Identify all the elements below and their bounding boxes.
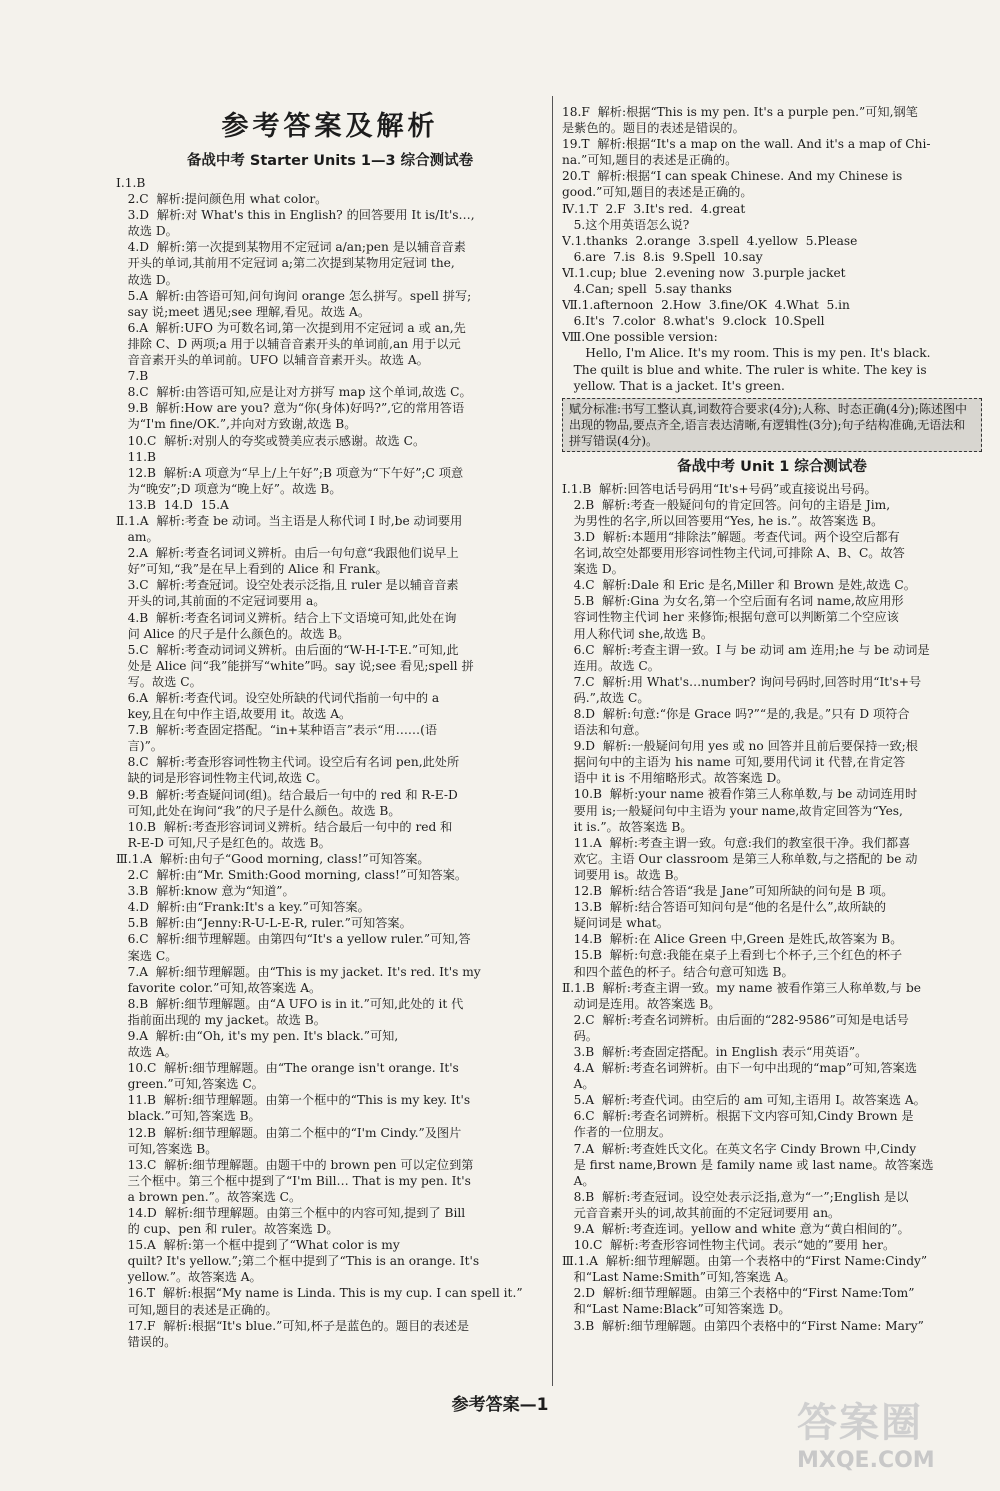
answer-line: green.”可知,答案选 C。 [116,1077,264,1092]
answer-line: Ⅰ.1.B [116,176,146,190]
section-title-starter: 备战中考 Starter Units 1—3 综合测试卷 [186,153,474,169]
answer-line: Ⅰ.1.B 解析:回答电话号码用“It's+号码”或直接说出号码。 [562,481,877,496]
answer-line: 8.D 解析:句意:“你是 Grace 吗?”“是的,我是。”只有 D 项符合 [562,707,910,721]
answer-line: 的 cup、pen 和 ruler。故答案选 D。 [116,1222,339,1237]
answer-line: 7.B [116,369,149,384]
answer-line: 2.C 解析:由“Mr. Smith:Good morning, class!”可知答案。 [116,868,468,883]
column-divider [552,96,553,1386]
scoring-standard-box: 赋分标准:书写工整认真,词数符合要求(4分);人称、时态正确(4分);陈述图中出现的物品,要点齐全,语言表达清晰,有逻辑性(3分);句子结构准确,无语法和拼写错误(4分)。 [562,398,982,452]
answer-line: 4.A 解析:考查名词辨析。由下一句中出现的“map”可知,答案选 [562,1061,917,1076]
answer-line: 疑问词是 what。 [562,916,669,931]
answer-line: 案选 C。 [116,948,178,963]
answer-line: 错误的。 [116,1334,177,1349]
answer-line: 13.B 解析:结合答语可知问句是“他的名是什么”,故所缺的 [562,900,887,915]
answer-line: 故选 D。 [116,272,178,287]
answer-line: 6.C 解析:考查主谓一致。I 与 be 动词 am 连用;he 与 be 动词是 [562,642,930,657]
answer-line: 10.B 解析:your name 被看作第三人称单数,与 be 动词连用时 [562,787,918,802]
watermark-url: MXQE.COM [797,1448,935,1473]
answer-line: 用人称代词 she,故选 B。 [562,626,714,641]
answer-line: 2.C 解析:提问颜色用 what color。 [116,192,328,207]
answer-line: 5.B 解析:Gina 为女名,第一个空后面有名词 name,故应用形 [562,594,904,609]
answer-line: 19.T 解析:根据“It's a map on the wall. And it's a map of Chi- [562,137,931,152]
answer-line: 3.D 解析:本题用“排除法”解题。考查代词。两个设空后都有 [562,529,900,544]
answer-line: Ⅲ.1.A 解析:由句子“Good morning, class!”可知答案。 [116,851,430,866]
answer-line: 4.Can; spell 5.say thanks [562,282,732,297]
answer-line: key,且在句中作主语,故要用 it。故选 A。 [116,707,352,722]
answer-line: 词要用 is。故选 B。 [562,867,686,882]
answer-line: say 说;meet 遇见;see 理解,看见。故选 A。 [116,304,371,319]
answer-line: 3.B 解析:细节理解题。由第四个表格中的“First Name: Mary” [562,1318,924,1333]
answer-line: 要用 is;一般疑问句中主语为 your name,故肯定回答为“Yes, [562,803,903,818]
answer-line: 2.C 解析:考查名词辨析。由后面的“282-9586”可知是电话号 [562,1012,909,1027]
answer-line: 2.B 解析:考查一般疑问句的肯定回答。问句的主语是 Jim, [562,497,891,512]
answer-line: 和“Last Name:Black”可知答案选 D。 [562,1302,791,1317]
answer-line: 14.B 解析:在 Alice Green 中,Green 是姓氏,故答案为 B。 [562,932,903,947]
left-column [116,104,544,1350]
answer-line: 可知,题目的表述是正确的。 [116,1302,278,1317]
answer-line: 开头的词,其前面的不定冠词要用 a。 [116,594,326,609]
answer-line: 码。 [562,1028,598,1043]
answer-line: yellow. That is a jacket. It's green. [562,378,785,393]
answer-line: 语中 it is 不用缩略形式。故答案选 D。 [562,771,789,786]
answer-line: Ⅳ.1.T 2.F 3.It's red. 4.great [562,201,746,216]
answer-line: 容词性物主代词 her 来修饰;根据句意可以判断第二个空应该 [562,610,899,625]
answer-line: 6.A 解析:UFO 为可数名词,第一次提到用不定冠词 a 或 an,先 [116,320,466,335]
answer-line: 13.C 解析:细节理解题。由题干中的 brown pen 可以定位到第 [116,1157,474,1172]
answer-line: it is.”。故答案选 B。 [562,819,693,834]
answer-line: 连用。故选 C。 [562,658,660,673]
answer-line: 作者的一位朋友。 [562,1125,672,1140]
answer-line: 处是 Alice 问“我”能拼写“white”吗。say 说;see 看见;spell 拼 [116,658,474,673]
answer-line: 6.are 7.is 8.is 9.Spell 10.say [562,249,763,264]
answer-line: 4.C 解析:Dale 和 Eric 是名,Miller 和 Brown 是姓,故选 C。 [562,578,916,593]
answer-line: 可知,此处在询问“我”的尺子是什么颜色。故选 B。 [116,803,401,818]
answer-line: 4.D 解析:第一次提到某物用不定冠词 a/an;pen 是以辅音音素 [116,240,466,255]
answer-line: A。 [562,1173,595,1188]
answer-line: 16.T 解析:根据“My name is Linda. This is my cup. I can spell it.” [116,1286,523,1301]
right-answer-list-top [562,104,982,394]
answer-line: 8.B 解析:考查冠词。设空处表示泛指,意为“一”;English 是以 [562,1189,909,1204]
answer-line: am。 [116,530,159,545]
answer-line: Ⅵ.1.cup; blue 2.evening now 3.purple jacket [562,265,846,280]
answer-line: R-E-D 可知,尺子是红色的。故选 B。 [116,835,331,850]
answer-line: 排除 C、D 两项;a 用于以辅音音素开头的单词前,an 用于以元 [116,336,461,351]
right-column [562,104,982,1334]
answer-line: 3.D 解析:对 What's this in English? 的回答要用 It is/It's…, [116,208,475,223]
answer-line: 6.It's 7.color 8.what's 9.clock 10.Spell [562,314,825,329]
answer-line: 6.C 解析:细节理解题。由第四句“It's a yellow ruler.”可知,答 [116,932,471,947]
answer-line: 4.B 解析:考查名词词义辨析。结合上下文语境可知,此处在询 [116,610,457,625]
answer-line: 码.”,故选 C。 [562,690,650,705]
answer-line: 3.B 解析:考查固定搭配。in English 表示“用英语”。 [562,1044,868,1059]
answer-line: Ⅱ.1.A 解析:考查 be 动词。当主语是人称代词 I 时,be 动词要用 [116,513,463,528]
answer-line: 是紫色的。题目的表述是错误的。 [562,121,745,136]
answer-line: 15.B 解析:句意:我能在桌子上看到七个杯子,三个红色的杯子 [562,948,903,963]
answer-line: 6.A 解析:考查代词。设空处所缺的代词代指前一句中的 a [116,691,440,705]
answer-line: yellow.”。故答案选 A。 [116,1270,262,1285]
answer-line: 3.B 解析:know 意为“知道”。 [116,884,295,899]
answer-line: 12.B 解析:A 项意为“早上/上午好”;B 项意为“下午好”;C 项意 [116,465,464,480]
answer-line: 10.C 解析:考查形容词性物主代词。表示“她的”要用 her。 [562,1238,896,1253]
answer-line: good.”可知,题目的表述是正确的。 [562,185,753,200]
answer-line: 音音素开头的单词前。UFO 以辅音音素开头。故选 A。 [116,353,429,368]
answer-line: 和“Last Name:Smith”可知,答案选 A。 [562,1270,796,1285]
answer-line: 动词是连用。故答案选 B。 [562,996,721,1011]
answer-line: 13.B 14.D 15.A [116,497,229,512]
answer-line: na.”可知,题目的表述是正确的。 [562,153,738,168]
answer-line: Ⅱ.1.B 解析:考查主谓一致。my name 被看作第三人称单数,与 be [562,980,921,995]
answer-line: A。 [562,1077,595,1092]
answer-line: 5.这个用英语怎么说? [562,217,690,232]
answer-line: 11.A 解析:考查主谓一致。句意:我们的教室很干净。我们都喜 [562,835,911,850]
answer-line: 语法和句意。 [562,723,647,738]
answer-line: 7.C 解析:用 What's…number? 询问号码时,回答时用“It's+号 [562,674,922,689]
left-answer-list [116,175,544,1350]
watermark-logo: 答案圈 [797,1400,923,1446]
answer-line: 5.C 解析:考查动词词义辨析。由后面的“W-H-I-T-E.”可知,此 [116,642,459,657]
answer-line: 开头的单词,其前用不定冠词 a;第二次提到某物用定冠词 the, [116,256,455,271]
answer-line: 好”可知,“我”是在早上看到的 Alice 和 Frank。 [116,562,388,577]
answer-line: 20.T 解析:根据“I can speak Chinese. And my Chinese is [562,169,903,184]
answer-line: 8.C 解析:考查形容词性物主代词。设空后有名词 pen,此处所 [116,755,460,770]
answer-line: 12.B 解析:细节理解题。由第二个框中的“I'm Cindy.”及图片 [116,1125,462,1140]
answer-line: 据问句中的主语为 his name 可知,要用代词 it 代替,在肯定答 [562,755,906,770]
answer-line: 8.B 解析:细节理解题。由“A UFO is in it.”可知,此处的 it 代 [116,996,464,1011]
answer-line: 3.C 解析:考查冠词。设空处表示泛指,且 ruler 是以辅音音素 [116,578,459,593]
answer-line: 7.B 解析:考查固定搭配。“in+某种语言”表示“用……(语 [116,723,438,738]
section-title-unit1: 备战中考 Unit 1 综合测试卷 [677,458,867,475]
answer-line: 11.B [116,449,156,464]
answer-line: 10.B 解析:考查形容词词义辨析。结合最后一句中的 red 和 [116,819,453,834]
answer-line: 故选 D。 [116,224,178,239]
answer-line: 故选 A。 [116,1045,177,1060]
answer-line: 6.C 解析:考查名词辨析。根据下文内容可知,Cindy Brown 是 [562,1109,914,1124]
answer-line: 缺的词是形容词性物主代词,故选 C。 [116,771,328,786]
answer-line: 三个框中。第三个框中提到了“I'm Bill… That is my pen. It's [116,1173,471,1188]
answer-line: 指前面出现的 my jacket。故选 B。 [116,1012,326,1027]
answer-line: Ⅷ.One possible version: [562,330,718,345]
answer-line: 9.A 解析:考查连词。yellow and white 意为“黄白相间的”。 [562,1222,910,1236]
answer-line: 为男性的名字,所以回答要用“Yes, he is.”。故答案选 B。 [562,513,884,528]
answer-line: Hello, I'm Alice. It's my room. This is my pen. It's black. [562,346,931,361]
answer-line: 12.B 解析:结合答语“我是 Jane”可知所缺的问句是 B 项。 [562,884,894,899]
answer-line: 14.D 解析:细节理解题。由第三个框中的内容可知,提到了 Bill [116,1206,466,1220]
answer-line: 问 Alice 的尺子是什么颜色的。故选 B。 [116,626,350,641]
answer-line: 案选 D。 [562,562,624,577]
answer-line: 5.B 解析:由“Jenny:R-U-L-E-R, ruler.”可知答案。 [116,916,412,931]
answer-line: favorite color.”可知,故答案选 A。 [116,980,322,995]
answer-line: 写。故选 C。 [116,674,202,689]
answer-line: 为“I'm fine/OK.”,并向对方致谢,故选 B。 [116,417,357,432]
answer-line: 欢它。主语 Our classroom 是第三人称单数,与之搭配的 be 动 [562,851,918,866]
answer-line: 4.D 解析:由“Frank:It's a key.”可知答案。 [116,900,370,915]
answer-line: 18.F 解析:根据“This is my pen. It's a purple pen.”可知,钢笔 [562,105,918,119]
answer-line: 15.A 解析:第一个框中提到了“What color is my [116,1238,400,1253]
answer-line: 名词,故空处都要用形容词性物主代词,可排除 A、B、C。故答 [562,546,905,561]
answer-line: 11.B 解析:细节理解题。由第一个框中的“This is my key. It's [116,1093,471,1108]
answer-line: 是 first name,Brown 是 family name 或 last name。故答案选 [562,1157,934,1172]
answer-line: 8.C 解析:由答语可知,应是让对方拼写 map 这个单词,故选 C。 [116,385,472,400]
watermark [797,1391,982,1471]
answer-line: 9.B 解析:How are you? 意为“你(身体)好吗?”,它的常用答语 [116,401,465,416]
answer-line: a brown pen.”。故答案选 C。 [116,1189,302,1204]
answer-line: 9.A 解析:由“Oh, it's my pen. It's black.”可知, [116,1028,399,1043]
answer-line: 5.A 解析:由答语可知,问句询问 orange 怎么拼写。spell 拼写; [116,288,472,303]
answer-line: 9.D 解析:一般疑问句用 yes 或 no 回答并且前后要保持一致;根 [562,739,918,754]
answer-line: 元音音素开头的词,故其前面的不定冠词要用 an。 [562,1205,841,1220]
right-answer-list-bottom [562,481,982,1334]
answer-line: 10.C 解析:细节理解题。由“The orange isn't orange. It's [116,1061,459,1076]
answer-line: 2.A 解析:考查名词词义辨析。由后一句句意“我跟他们说早上 [116,546,459,561]
answer-line: 2.D 解析:细节理解题。由第三个表格中的“First Name:Tom” [562,1286,915,1301]
answer-line: 可知,答案选 B。 [116,1141,218,1156]
answer-line: 9.B 解析:考查疑问词(组)。结合最后一句中的 red 和 R-E-D [116,787,458,802]
answer-line: 为“晚安”;D 项意为“晚上好”。故选 B。 [116,481,342,496]
answer-line: 5.A 解析:考查代词。由空后的 am 可知,主语用 I。故答案选 A。 [562,1093,926,1108]
answer-line: quilt? It's yellow.”;第二个框中提到了“This is an orange. It's [116,1254,480,1269]
page-footer: 参考答案—1 [451,1395,549,1415]
answer-line: Ⅲ.1.A 解析:细节理解题。由第一个表格中的“First Name:Cindy” [562,1254,928,1269]
answer-line: 言)”。 [116,739,163,754]
page-title: 参考答案及解析 [221,111,439,142]
answer-line: 7.A 解析:考查姓氏文化。在英文名字 Cindy Brown 中,Cindy [562,1141,917,1156]
answer-line: Ⅶ.1.afternoon 2.How 3.fine/OK 4.What 5.in [562,298,850,313]
answer-line: 10.C 解析:对别人的夸奖或赞美应表示感谢。故选 C。 [116,433,426,448]
answer-line: black.”可知,答案选 B。 [116,1109,261,1124]
answer-line: The quilt is blue and white. The ruler is white. The key is [562,362,927,377]
answer-line: Ⅴ.1.thanks 2.orange 3.spell 4.yellow 5.Please [562,233,858,248]
answer-line: 7.A 解析:细节理解题。由“This is my jacket. It's red. It's my [116,964,481,979]
answer-line: 17.F 解析:根据“It's blue.”可知,杯子是蓝色的。题目的表述是 [116,1318,470,1333]
answer-line: 和四个蓝色的杯子。结合句意可知选 B。 [562,964,794,979]
